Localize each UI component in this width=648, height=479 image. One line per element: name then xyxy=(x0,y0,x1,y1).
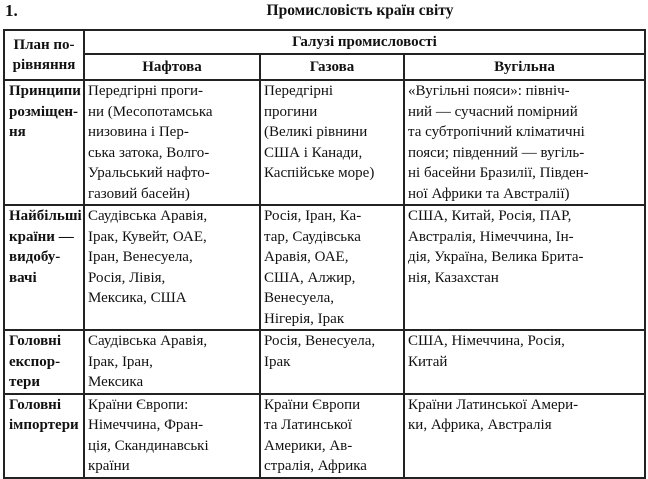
cell-gas: Росія, Іран, Ка- тар, Саудівська Аравія, ОАЕ, США, Алжир, Венесуела, Нігерія, Ірак xyxy=(260,205,404,330)
industry-group-header: Галузі промисловості xyxy=(84,30,645,54)
task-number: 1. xyxy=(5,1,18,20)
column-header-oil: Нафтова xyxy=(84,54,260,80)
row-header: Головні імпортери xyxy=(4,394,84,478)
cell-coal: США, Китай, Росія, ПАР, Австралія, Німеччина, Ін- дія, Україна, Велика Брита- нія, Казахстан xyxy=(404,205,645,330)
page-title: Промисловість країн світу xyxy=(266,2,454,19)
table-row xyxy=(4,330,645,394)
table-row xyxy=(4,394,645,478)
plan-header: План по- рівняння xyxy=(4,30,84,80)
row-header: Принципи розміщен- ня xyxy=(4,80,84,205)
header-row-group xyxy=(4,30,645,54)
header-row-columns xyxy=(4,54,645,80)
cell-gas: Росія, Венесуела, Ірак xyxy=(260,330,404,394)
industry-table xyxy=(3,29,646,479)
table-body xyxy=(4,80,645,478)
cell-oil: Передгірні проги- ни (Месопотамська низовина і Пер- ська затока, Волго- Уральський нафто- газовий басейн) xyxy=(84,80,260,205)
cell-coal: Країни Латинської Амери- ки, Африка, Австралія xyxy=(404,394,645,478)
column-header-coal: Вугільна xyxy=(404,54,645,80)
table-row xyxy=(4,80,645,205)
row-header: Найбільші країни — видобу- вачі xyxy=(4,205,84,330)
row-header: Головні експор- тери xyxy=(4,330,84,394)
table-row xyxy=(4,205,645,330)
cell-oil: Саудівська Аравія, Ірак, Кувейт, ОАЕ, Іран, Венесуела, Росія, Лівія, Мексика, США xyxy=(84,205,260,330)
cell-gas: Передгірні прогини (Великі рівнини США і Канади, Каспійське море) xyxy=(260,80,404,205)
column-header-gas: Газова xyxy=(260,54,404,80)
cell-gas: Країни Європи та Латинської Америки, Ав- стралія, Африка xyxy=(260,394,404,478)
cell-oil: Країни Європи: Німеччина, Фран- ція, Скандинавські країни xyxy=(84,394,260,478)
cell-coal: США, Німеччина, Росія, Китай xyxy=(404,330,645,394)
cell-coal: «Вугільні пояси»: північ- ний — сучасний помірний та субтропічний кліматичні пояси; південний — вугіль- ні басейни Бразилії, Півден- ної Африки та Австралії) xyxy=(404,80,645,205)
cell-oil: Саудівська Аравія, Ірак, Іран, Мексика xyxy=(84,330,260,394)
